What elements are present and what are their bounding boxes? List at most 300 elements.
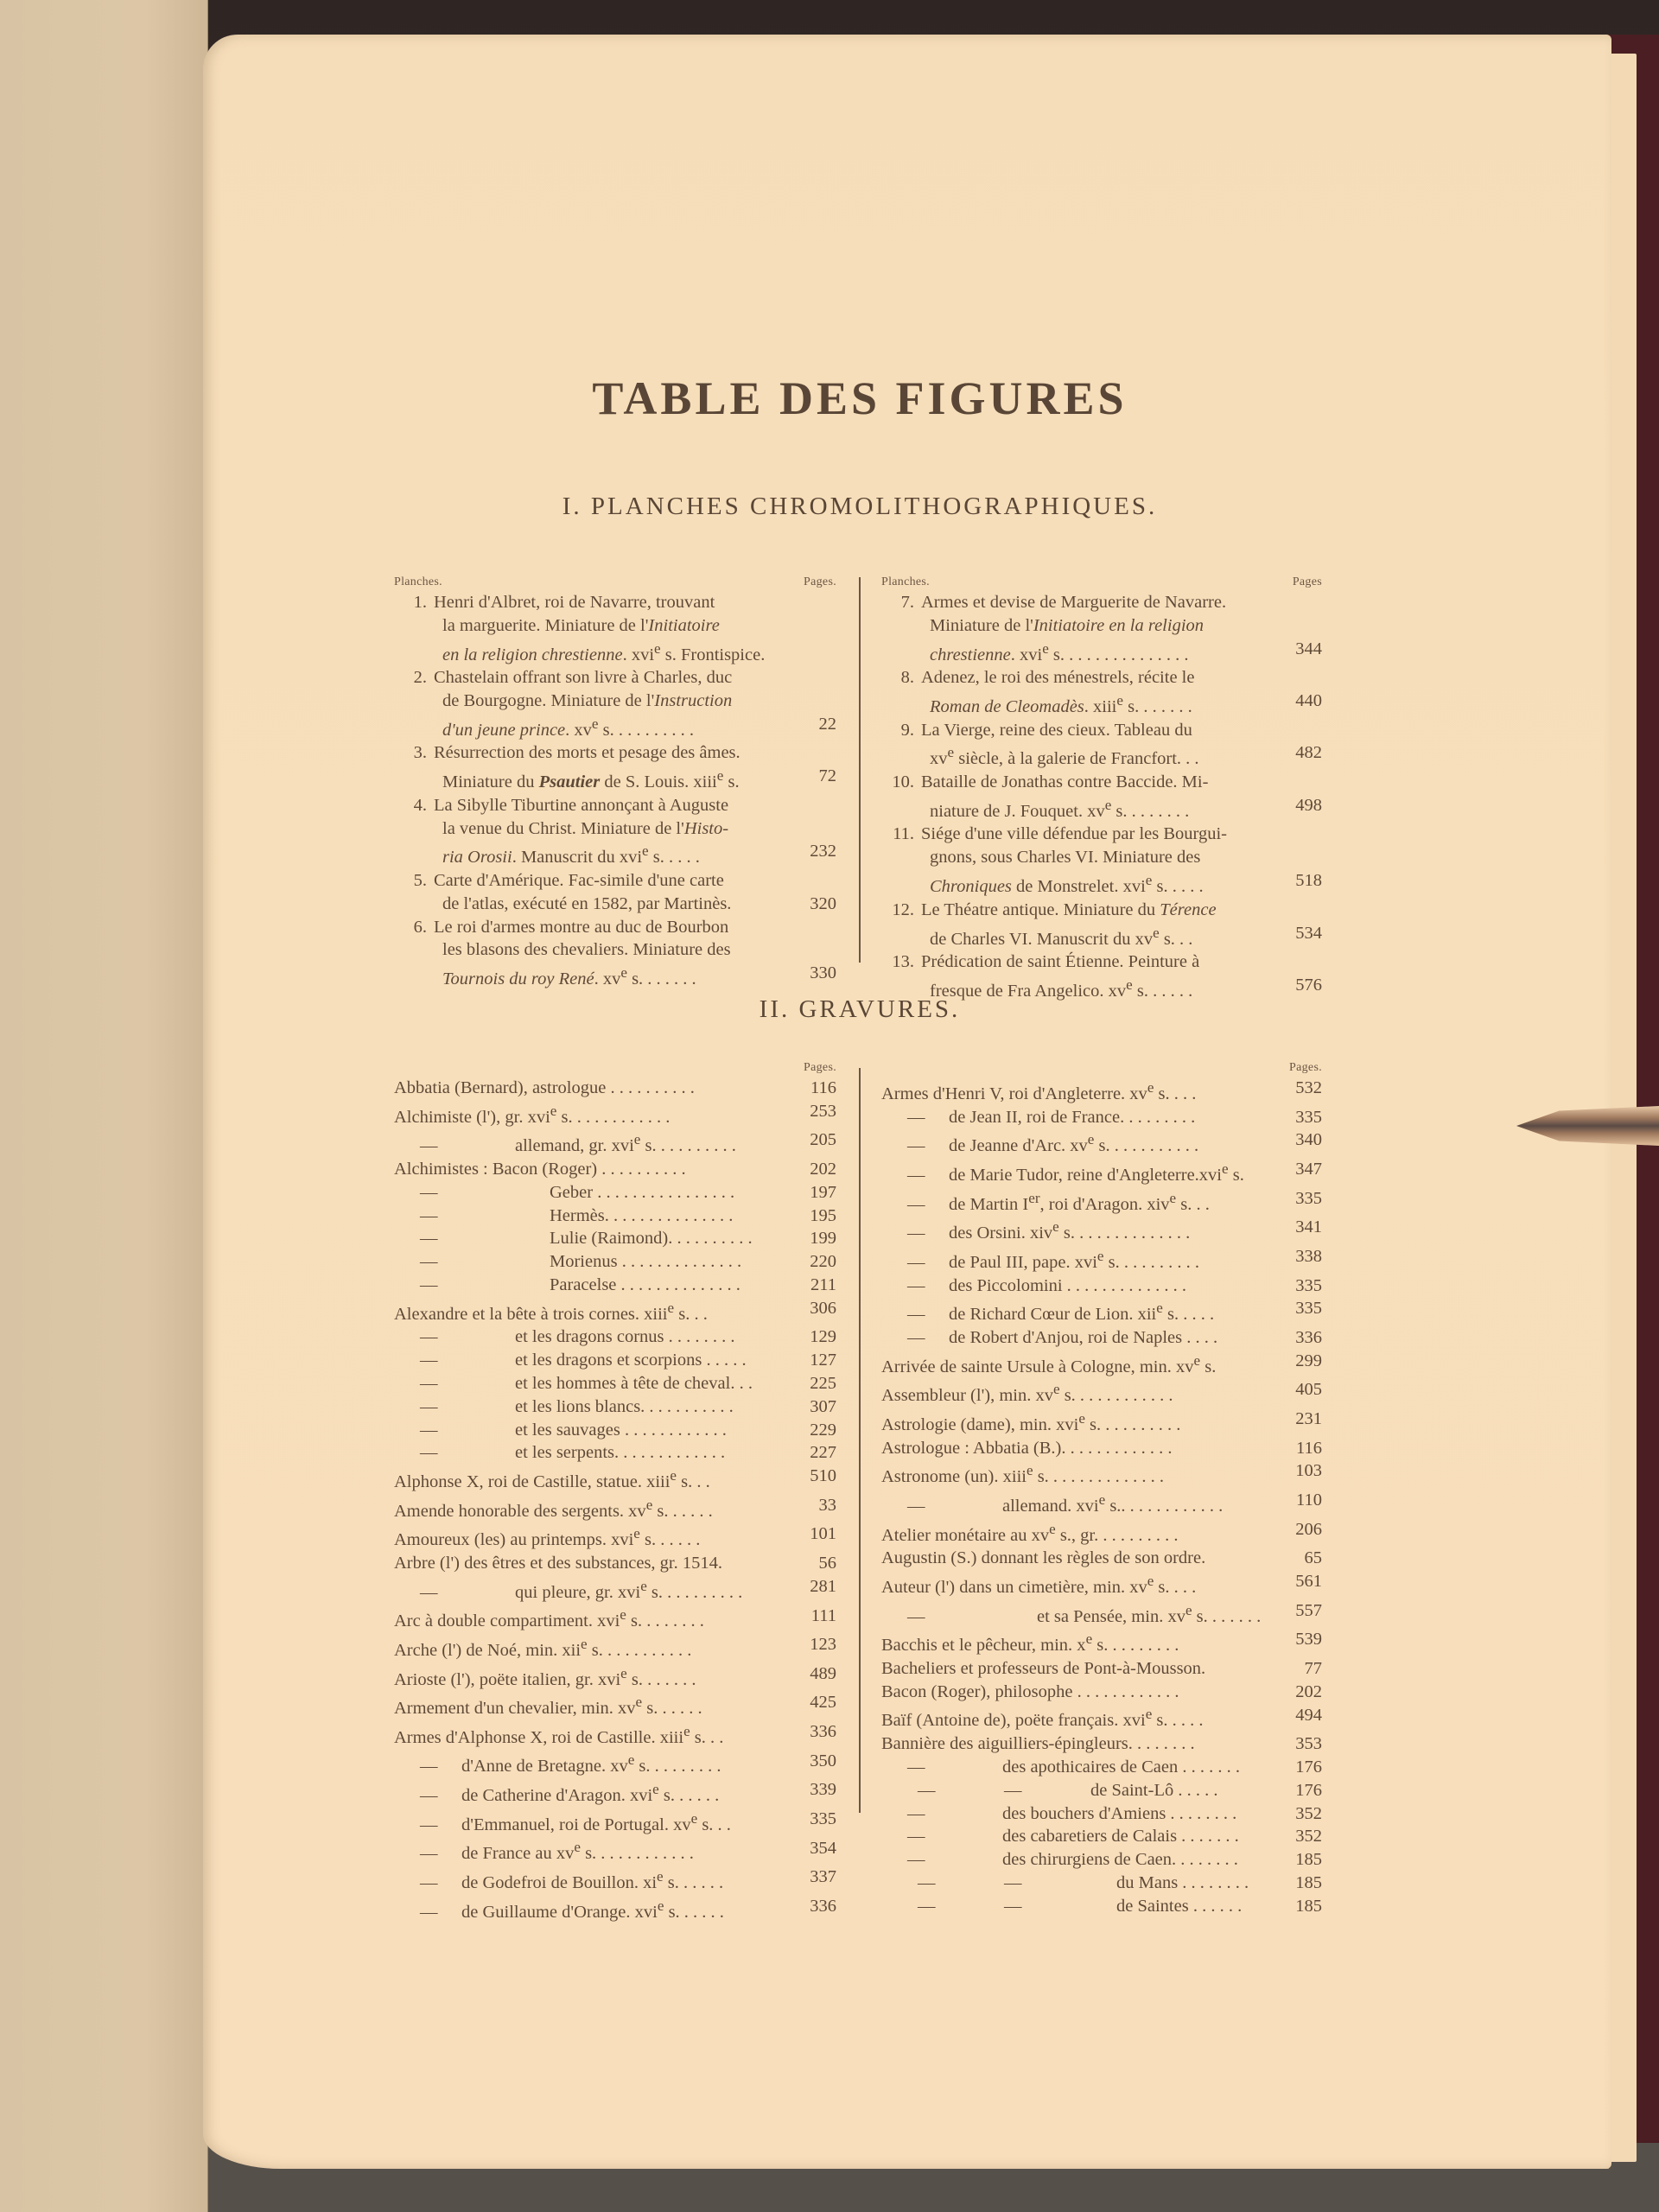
ditto-dash: — <box>420 1396 438 1416</box>
entry-label: Alphonse X, roi de Castille, statue. xiii$^e$ s. . . <box>394 1467 710 1492</box>
ditto-dash: — <box>420 1582 438 1602</box>
entry-text <box>881 1245 1277 1274</box>
plate-text: gnons, sous Charles VI. Miniature des <box>930 848 1201 868</box>
page-number: 352 <box>1295 1827 1322 1847</box>
entry-label: de Guillaume d'Orange. xvi$^e$ s. . . . . . <box>461 1897 724 1922</box>
entry-label: de Saint-Lô . . . . . <box>1090 1780 1218 1800</box>
ditto-dash: — <box>907 1606 925 1626</box>
page-number: 176 <box>1295 1758 1322 1777</box>
plate-text: La Vierge, reine des cieux. Tableau du <box>921 720 1192 740</box>
ditto-dash: — <box>918 1872 936 1892</box>
entry-label: Alchimiste (l'), gr. xvi$^e$ s. . . . . . . . . . . . <box>394 1102 671 1127</box>
entry-text <box>881 1547 1277 1570</box>
ditto-dash: — <box>907 1165 925 1185</box>
entry-label: des Piccolomini . . . . . . . . . . . . . . <box>949 1275 1187 1295</box>
gravures-list-right <box>881 1077 1322 1918</box>
plate-entry <box>881 719 1322 771</box>
plate-line <box>921 719 1322 742</box>
page-number <box>1277 719 1322 742</box>
entry-text <box>881 1077 1277 1106</box>
ditto-dash: — <box>907 1194 925 1214</box>
plate-line <box>434 840 836 869</box>
index-entry <box>394 1181 836 1205</box>
index-entry <box>394 1441 836 1465</box>
index-entry <box>881 1350 1322 1379</box>
plate-description <box>921 666 1322 718</box>
page-number: 185 <box>1295 1896 1322 1916</box>
pages-label: Pages. <box>1289 1061 1322 1074</box>
index-entry <box>394 1605 836 1634</box>
page-number: 176 <box>1295 1780 1322 1800</box>
page-number: 340 <box>1295 1130 1322 1150</box>
plate-text: Miniature du Psautier de S. Louis. xiii$^e$ s. <box>442 767 740 792</box>
page-number: 220 <box>810 1252 836 1272</box>
entry-text <box>394 1372 791 1395</box>
entry-text <box>394 1158 791 1181</box>
entry-text <box>394 1494 791 1523</box>
plate-text: Miniature de l'Initiatoire en la religion <box>930 615 1205 635</box>
entry-text <box>881 1732 1277 1756</box>
plate-line <box>434 713 836 742</box>
plate-text: $xv^e$ siècle, à la galerie de Francfort. . . <box>930 744 1199 769</box>
plate-number: 4. <box>413 795 427 815</box>
index-entry <box>881 1106 1322 1129</box>
entry-text <box>394 1250 791 1274</box>
entry-label: et les sauvages . . . . . . . . . . . . <box>515 1420 727 1440</box>
entry-label: d'Anne de Bretagne. $xv^e$ s. . . . . . . . . <box>461 1751 721 1777</box>
plates-list-right <box>881 591 1322 1003</box>
plate-entry <box>394 591 836 666</box>
plate-line <box>434 690 836 713</box>
ditto-dash: — <box>420 1443 438 1463</box>
index-entry <box>881 1187 1322 1217</box>
page-number: 335 <box>810 1808 836 1828</box>
ditto-dash: — <box>420 1844 438 1864</box>
page-number: 232 <box>810 842 836 861</box>
page-number: 350 <box>810 1751 836 1770</box>
index-entry <box>394 1205 836 1228</box>
ditto-dash: — <box>420 1351 438 1370</box>
ditto-dash: — <box>420 1327 438 1347</box>
plate-number: 13. <box>892 952 914 972</box>
index-entry <box>881 1216 1322 1245</box>
entry-text <box>881 1128 1277 1158</box>
ditto-dash: — <box>420 1786 438 1806</box>
ditto-dash: — <box>907 1252 925 1272</box>
plate-line <box>921 823 1322 846</box>
entry-label: d'Emmanuel, roi de Portugal. $xv^e$ s. . . <box>461 1809 731 1834</box>
index-entry <box>881 1274 1322 1298</box>
plate-line <box>434 817 836 841</box>
ditto-dash: — <box>420 1815 438 1834</box>
page-number: 330 <box>810 963 836 983</box>
page-number: 532 <box>1295 1078 1322 1097</box>
entry-text <box>881 1518 1277 1548</box>
page-number: 339 <box>810 1780 836 1800</box>
entry-label: et les lions blancs. . . . . . . . . . . <box>515 1396 734 1416</box>
index-entry <box>881 1628 1322 1657</box>
index-entry <box>394 1100 836 1129</box>
entry-text <box>881 1106 1277 1129</box>
entry-text <box>394 1441 791 1465</box>
index-entry <box>394 1494 836 1523</box>
page-number: 229 <box>810 1420 836 1440</box>
plate-text: Carte d'Amérique. Fac-simile d'une carte <box>434 871 724 891</box>
entry-label: Augustin (S.) donnant les règles de son ordre. <box>881 1548 1206 1568</box>
page-number: 336 <box>1295 1327 1322 1347</box>
entry-label: Bacheliers et professeurs de Pont-à-Mousson. <box>881 1658 1206 1678</box>
index-entry <box>394 1720 836 1750</box>
plate-text: niature de J. Fouquet. $xv^e$ s. . . . . . . . <box>930 796 1190 821</box>
entry-text <box>394 1297 791 1326</box>
entry-text <box>881 1802 1277 1826</box>
plate-description <box>434 741 836 793</box>
plate-entry <box>881 899 1322 950</box>
page-number <box>791 916 836 939</box>
entry-text <box>881 1459 1277 1489</box>
entry-text <box>881 1297 1277 1326</box>
plate-entry <box>394 741 836 793</box>
plate-line <box>434 916 836 939</box>
gravures-left-column <box>394 1059 836 1923</box>
ditto-dash: — <box>907 1850 925 1870</box>
plate-description <box>434 916 836 991</box>
index-entry <box>881 1158 1322 1187</box>
index-entry <box>881 1128 1322 1158</box>
index-entry <box>394 1691 836 1720</box>
page-number: 202 <box>1295 1681 1322 1701</box>
page-number: 561 <box>1295 1572 1322 1592</box>
page-number <box>791 794 836 817</box>
ditto-dash: — <box>907 1136 925 1156</box>
entry-label: Arioste (l'), poëte italien, gr. xvi$^e$ s. . . . . . . <box>394 1664 696 1689</box>
entry-label: de Paul III, pape. xvi$^e$ s. . . . . . . . . . <box>949 1247 1199 1272</box>
entry-label: Astrologue : Abbatia (B.). . . . . . . . . . . . . <box>881 1438 1173 1458</box>
page-number <box>791 591 836 614</box>
plate-description <box>434 666 836 741</box>
index-entry <box>394 1465 836 1494</box>
page-number <box>791 614 836 638</box>
entry-label: Astronome (un). xiii$^e$ s. . . . . . . . . . . . . . <box>881 1462 1165 1487</box>
entry-label: des bouchers d'Amiens . . . . . . . . <box>1002 1803 1237 1823</box>
entry-text <box>881 1187 1277 1217</box>
page-number <box>1277 950 1322 974</box>
index-entry <box>394 1778 836 1808</box>
index-entry <box>881 1802 1322 1826</box>
entry-label: qui pleure, gr. xvi$^e$ s. . . . . . . . . . <box>515 1577 743 1602</box>
ditto-dash: — <box>420 1420 438 1440</box>
plate-entry <box>881 666 1322 718</box>
plate-text: de l'atlas, exécuté en 1582, par Martinès. <box>442 893 732 913</box>
entry-label: des chirurgiens de Caen. . . . . . . . <box>1002 1850 1238 1870</box>
page-number: 335 <box>1295 1107 1322 1127</box>
ditto-dash: — <box>420 1902 438 1922</box>
plate-line <box>921 614 1322 638</box>
ditto-dash: — <box>420 1757 438 1777</box>
entry-label: et sa Pensée, min. $xv^e$ s. . . . . . . <box>1037 1601 1262 1626</box>
entry-text <box>394 1128 791 1158</box>
plate-text: Tournois du roy René. $xv^e$ s. . . . . . . <box>442 964 696 989</box>
page-number: 72 <box>818 766 836 786</box>
plate-text: la marguerite. Miniature de l'Initiatoire <box>442 615 720 635</box>
entry-text <box>881 1848 1277 1872</box>
page-number: 353 <box>1295 1734 1322 1754</box>
page-number: 335 <box>1295 1188 1322 1208</box>
page-number: 336 <box>810 1896 836 1916</box>
plate-number: 2. <box>413 668 427 688</box>
entry-text <box>394 1778 791 1808</box>
plate-line <box>921 741 1322 771</box>
index-entry <box>394 1325 836 1349</box>
entry-label: et les dragons cornus . . . . . . . . <box>515 1327 735 1347</box>
index-entry <box>394 1395 836 1419</box>
page-number: 116 <box>1296 1438 1322 1458</box>
entry-text <box>394 1866 791 1895</box>
page-number: 33 <box>818 1495 836 1515</box>
page-number: 205 <box>810 1130 836 1150</box>
planches-label: Planches. <box>394 575 442 588</box>
page-number <box>791 741 836 765</box>
page-number: 534 <box>1295 923 1322 943</box>
entry-label: Astrologie (dame), min. xvi$^e$ s. . . . . . . . . . <box>881 1410 1181 1434</box>
page-number: 111 <box>810 1605 836 1625</box>
entry-text <box>394 1205 791 1228</box>
entry-label: de France au $xv^e$ s. . . . . . . . . . . . <box>461 1839 694 1864</box>
entry-label: des cabaretiers de Calais . . . . . . . <box>1002 1827 1239 1847</box>
plate-description <box>434 869 836 916</box>
entry-text <box>881 1756 1277 1779</box>
entry-label: Geber . . . . . . . . . . . . . . . . <box>550 1182 735 1202</box>
entry-label: Alchimistes : Bacon (Roger) . . . . . . . . . . <box>394 1160 686 1179</box>
page-number <box>791 869 836 893</box>
plate-text: Prédication de saint Étienne. Peinture à <box>921 952 1200 972</box>
page-number <box>791 690 836 713</box>
page-number: 77 <box>1304 1658 1322 1678</box>
index-entry <box>394 1552 836 1575</box>
page-number: 197 <box>810 1182 836 1202</box>
page-number: 307 <box>810 1396 836 1416</box>
index-entry <box>881 1245 1322 1274</box>
column-header <box>881 1059 1322 1077</box>
entry-label: Assembleur (l'), min. $xv^e$ s. . . . . . . . . . . . <box>881 1381 1173 1406</box>
section-heading-planches: I. PLANCHES CHROMOLITHOGRAPHIQUES. <box>562 493 1158 520</box>
entry-label: Armes d'Alphonse X, roi de Castille. xiii$^e$ s. . . <box>394 1723 724 1747</box>
plate-entry <box>394 794 836 869</box>
index-entry <box>394 1128 836 1158</box>
entry-label: Amoureux (les) au printemps. xvi$^e$ s. . . . . . <box>394 1525 701 1550</box>
entry-text <box>881 1378 1277 1408</box>
page-number: 320 <box>810 893 836 913</box>
entry-label: Paracelse . . . . . . . . . . . . . . <box>550 1275 741 1295</box>
planches-left-column <box>394 574 836 991</box>
plate-number: 1. <box>413 593 427 612</box>
entry-label: Armes d'Henri V, roi d'Angleterre. $xv^e$ s. . . . <box>881 1079 1197 1103</box>
page-number: 185 <box>1295 1872 1322 1892</box>
page-number: 337 <box>810 1867 836 1887</box>
gravures-right-column <box>881 1059 1322 1918</box>
plate-text: ria Orosii. Manuscrit du xvi$^e$ s. . . . . <box>442 842 700 868</box>
ditto-dash: — <box>907 1305 925 1325</box>
entry-text <box>394 1552 791 1575</box>
page-number: 206 <box>1295 1519 1322 1539</box>
plate-line <box>921 950 1322 974</box>
page-number: 347 <box>1295 1160 1322 1179</box>
page-number <box>1277 771 1322 794</box>
plate-line <box>921 899 1322 922</box>
page-number: 306 <box>810 1298 836 1318</box>
index-entry <box>394 1808 836 1837</box>
plate-entry <box>881 823 1322 898</box>
page-number: 231 <box>1295 1409 1322 1429</box>
index-entry <box>394 1837 836 1866</box>
page-number: 123 <box>810 1635 836 1655</box>
index-entry <box>881 1518 1322 1548</box>
plate-line <box>434 591 836 614</box>
column-header <box>881 574 1322 591</box>
page-number: 253 <box>810 1101 836 1121</box>
pages-label: Pages. <box>804 1061 836 1074</box>
entry-label: de Robert d'Anjou, roi de Naples . . . . <box>949 1327 1218 1347</box>
entry-label: Baïf (Antoine de), poëte français. xvi$^e$ s. . . . . <box>881 1706 1204 1731</box>
entry-text <box>394 1077 791 1100</box>
plate-text: d'un jeune prince. $xv^e$ s. . . . . . . . . . <box>442 715 694 740</box>
entry-label: Arrivée de sainte Ursule à Cologne, min. $xv^e$ s. <box>881 1351 1217 1376</box>
index-entry <box>881 1872 1322 1895</box>
plate-text: Résurrection des morts et pesage des âmes. <box>434 743 741 763</box>
entry-label: des Orsini. xiv$^e$ s. . . . . . . . . . . . . . <box>949 1218 1191 1243</box>
page-number: 352 <box>1295 1803 1322 1823</box>
plate-line <box>921 922 1322 951</box>
index-entry <box>394 1349 836 1372</box>
entry-label: de Richard Cœur de Lion. xii$^e$ s. . . . . <box>949 1300 1215 1325</box>
entry-text <box>394 1895 791 1924</box>
page-number: 56 <box>818 1554 836 1573</box>
entry-label: de Jean II, roi de France. . . . . . . . . <box>949 1107 1196 1127</box>
plate-text: fresque de Fra Angelico. $xv^e$ s. . . . . . <box>930 976 1193 1001</box>
planches-right-column <box>881 574 1322 1003</box>
entry-text <box>394 1605 791 1634</box>
plate-line <box>921 771 1322 794</box>
plate-text: La Sibylle Tiburtine annonçant à Auguste <box>434 795 729 815</box>
entry-text <box>394 1100 791 1129</box>
page-number <box>1277 823 1322 846</box>
entry-text <box>394 1837 791 1866</box>
plate-line <box>921 794 1322 823</box>
index-entry <box>881 1756 1322 1779</box>
plate-line <box>434 794 836 817</box>
plate-line <box>434 741 836 765</box>
page-number: 510 <box>810 1466 836 1486</box>
plate-text: Chastelain offrant son livre à Charles, duc <box>434 668 733 688</box>
entry-label: de Martin Ier, roi d'Aragon. xiv$^e$ s. . . <box>949 1189 1210 1214</box>
index-entry <box>881 1681 1322 1704</box>
page-number: 185 <box>1295 1850 1322 1870</box>
index-entry <box>881 1848 1322 1872</box>
column-header <box>394 574 836 591</box>
gravures-list-left <box>394 1077 836 1923</box>
page-number: 557 <box>1295 1600 1322 1620</box>
plate-number: 9. <box>900 720 914 740</box>
page-number: 199 <box>810 1229 836 1249</box>
page-number: 494 <box>1295 1705 1322 1725</box>
index-entry <box>394 1866 836 1895</box>
page-number <box>791 638 836 667</box>
index-entry <box>881 1825 1322 1848</box>
entry-text <box>881 1704 1277 1733</box>
page-number: 338 <box>1295 1246 1322 1266</box>
plate-text: Siége d'une ville défendue par les Bourgui- <box>921 824 1227 844</box>
entry-text <box>881 1599 1277 1629</box>
page-number <box>1277 666 1322 690</box>
index-entry <box>881 1547 1322 1570</box>
page-number: 335 <box>1295 1275 1322 1295</box>
entry-text <box>881 1681 1277 1704</box>
plate-text: Roman de Cleomadès. xiii$^e$ s. . . . . . . <box>930 692 1192 716</box>
plate-number: 6. <box>413 917 427 937</box>
ditto-dash: — <box>918 1896 936 1916</box>
column-divider <box>859 1068 861 1813</box>
entry-text <box>394 1633 791 1662</box>
page-number: 101 <box>810 1524 836 1544</box>
plate-line <box>921 690 1322 719</box>
page-number <box>791 938 836 962</box>
page-number: 225 <box>810 1374 836 1394</box>
page-number: 341 <box>1295 1217 1322 1237</box>
plate-text: de Charles VI. Manuscrit du $xv^e$ s. . . <box>930 924 1193 949</box>
plate-line <box>434 962 836 991</box>
index-entry <box>394 1274 836 1297</box>
page-number: 127 <box>810 1351 836 1370</box>
plate-description <box>921 591 1322 666</box>
page-number: 440 <box>1295 691 1322 711</box>
index-entry <box>881 1704 1322 1733</box>
ditto-dash: — <box>907 1327 925 1347</box>
entry-label: de Saintes . . . . . . <box>1116 1896 1243 1916</box>
entry-text <box>394 1325 791 1349</box>
plate-description <box>434 794 836 869</box>
plate-description <box>434 591 836 666</box>
index-entry <box>881 1732 1322 1756</box>
ditto-dash: — <box>907 1758 925 1777</box>
entry-label: allemand, gr. xvi$^e$ s. . . . . . . . . . <box>515 1131 736 1156</box>
entry-text <box>881 1216 1277 1245</box>
entry-label: des apothicaires de Caen . . . . . . . <box>1002 1758 1240 1777</box>
entry-label: Abbatia (Bernard), astrologue . . . . . . . . . . <box>394 1078 695 1097</box>
plate-line <box>434 869 836 893</box>
page-number: 22 <box>818 714 836 734</box>
entry-text <box>881 1274 1277 1298</box>
plate-line <box>434 893 836 916</box>
index-entry <box>881 1326 1322 1350</box>
entry-label: Morienus . . . . . . . . . . . . . . <box>550 1252 742 1272</box>
page-number <box>791 666 836 690</box>
page-number <box>1277 899 1322 922</box>
ditto-dash: — <box>420 1872 438 1892</box>
page-number: 336 <box>810 1722 836 1742</box>
index-entry <box>394 1575 836 1605</box>
plate-line <box>921 869 1322 899</box>
index-entry <box>394 1250 836 1274</box>
index-entry <box>881 1570 1322 1599</box>
plate-text: chrestienne. xvi$^e$ s. . . . . . . . . . . . . . . <box>930 639 1189 664</box>
page-number: 354 <box>810 1838 836 1858</box>
plate-entry <box>394 666 836 741</box>
ditto-dash: — <box>1004 1896 1022 1916</box>
plate-number: 11. <box>893 824 914 844</box>
ditto-dash: — <box>420 1136 438 1156</box>
plate-line <box>921 591 1322 614</box>
plate-text: en la religion chrestienne. xvi$^e$ s. Frontispice. <box>442 639 766 664</box>
